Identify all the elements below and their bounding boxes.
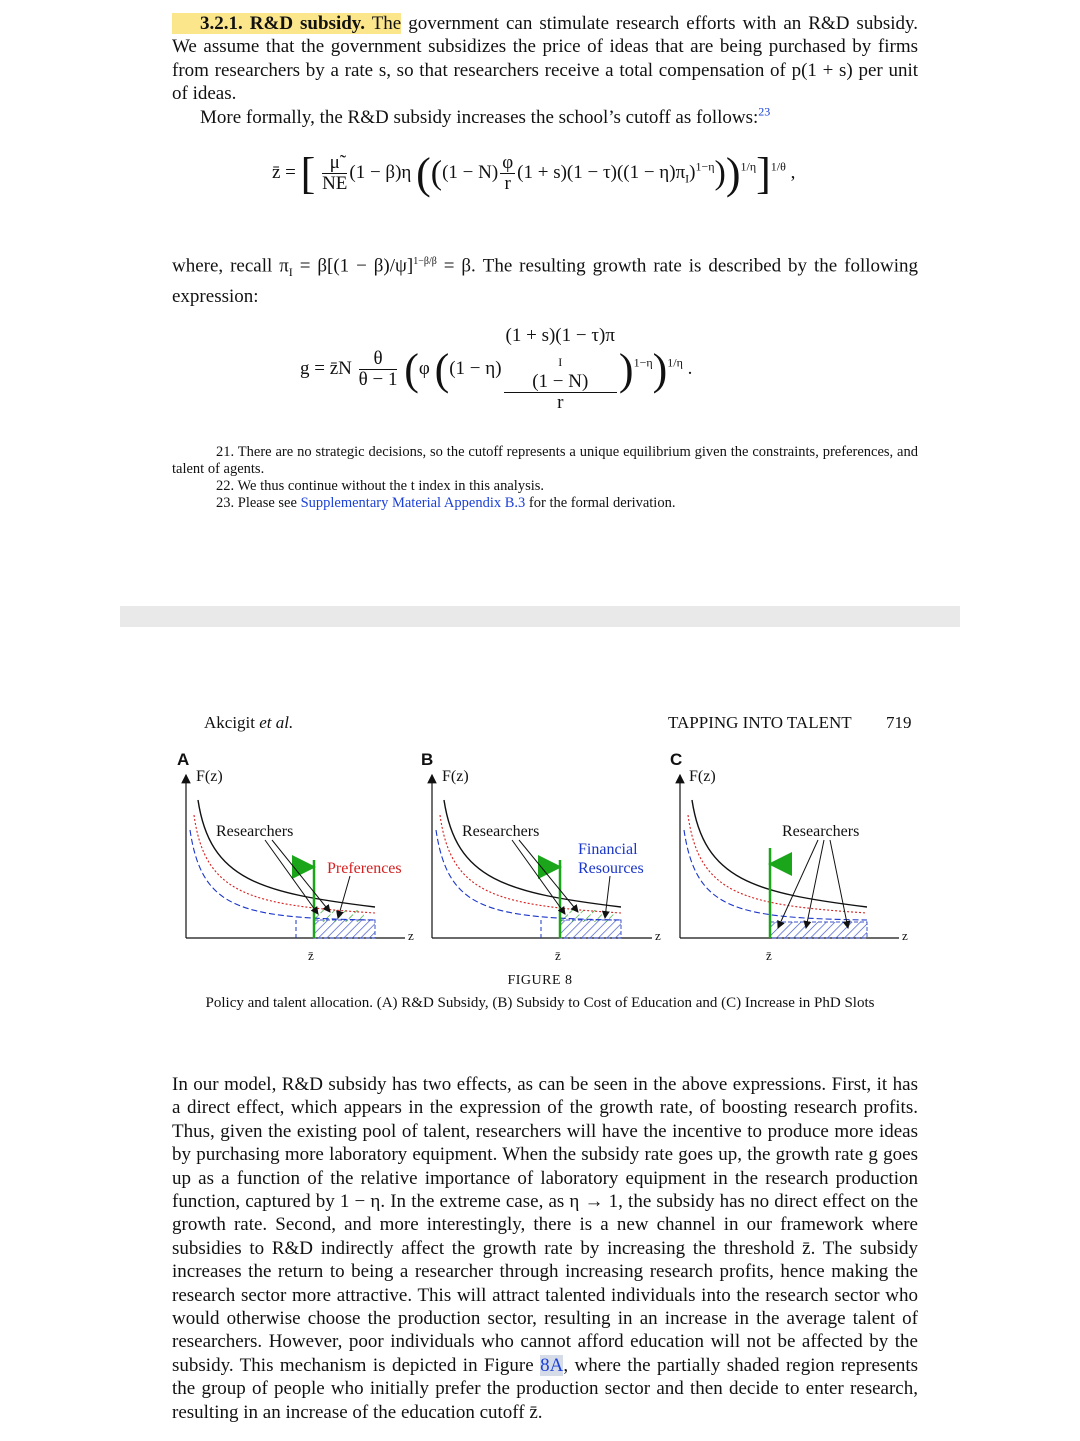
eq1-exp1: 1−η [695, 159, 715, 174]
eq2-den1: θ − 1 [358, 368, 398, 390]
section-number: 3.2.1. [200, 13, 243, 34]
body-text [172, 1073, 918, 1424]
footnote-23-post: for the formal derivation. [525, 495, 676, 511]
panel-c-shaded-region [770, 922, 867, 938]
panel-a-researchers-label: Researchers [216, 823, 294, 840]
eq1-exp2: 1/η [740, 159, 757, 174]
eq1-den2: r [504, 173, 511, 194]
eq2-mid1: φ [418, 357, 430, 379]
panel-a-preferences-label: Preferences [327, 860, 402, 877]
eq2-num2-sub: I [558, 354, 563, 369]
eq1-num1: μ̃ [322, 153, 347, 174]
eq2-lhs: g = z̄N [300, 357, 352, 379]
panel-c-researchers-label: Researchers [782, 823, 860, 840]
panel-b-letter: B [421, 750, 434, 769]
eq1-tail: , [790, 161, 796, 183]
footnote-23-num: 23. [216, 495, 235, 511]
panel-a-black-curve [198, 800, 375, 907]
figure-caption-title: FIGURE 8 [507, 973, 573, 988]
panel-a [186, 775, 405, 938]
panel-a-letter: A [177, 750, 190, 769]
footnote-21-text: There are no strategic decisions, so the cutoff represents a unique equilibrium given the constraints, preferences, and talent of agents. [172, 444, 918, 477]
panel-a-shaded-region [314, 920, 375, 938]
section-intro-highlight: The [371, 13, 402, 34]
panel-b-shaded-region [560, 920, 621, 938]
panel-a-y-label: F(z) [196, 768, 223, 785]
eq2-num1: θ [359, 349, 398, 370]
eq2-num2-end: (1 − N) [532, 370, 589, 392]
panel-c-x-label: z [902, 928, 908, 943]
footnote-21-num: 21. [216, 444, 235, 460]
eq1-den1: NE [322, 173, 348, 194]
author-name: Akcigit [204, 713, 260, 732]
panel-b-financial-label: Financial [578, 841, 638, 858]
equation-cutoff: z̄ = [ $\frac{\mũ}{NE}$ (1 − β)η (((1 − N) $\frac{\varphi}{r}$ $(1 + s)(1 - \tau)((1 - \eta)\pi_I)^{1-\eta}))^{1/\eta}]^{1/\theta}$ , [272, 149, 796, 198]
recall-end: = β. The resulting growth rate is described by the following expression: [172, 255, 918, 307]
body-paragraph-text: In our model, R&D subsidy has two effects, as can be seen in the above expressions. First, it has a direct effect, which appears in the expression of the growth rate, of boosting research profits. Thus, given the existing pool of talent, researchers will have the incentive to produce more ideas by purchasing more laboratory equipment. When the subsidy rate goes up, the growth rate g goes up as a function of the relative importance of laboratory equipment in the research production function, captured by 1 − η. In the extreme case, as η → 1, the subsidy has no direct effect on the growth rate. Second, and more interestingly, there is a new channel in our framework where subsidies to R&D indirectly affect the growth rate by increasing the threshold z̄. The subsidy increases the return to being a researcher through increasing research profits, hence making the research sector more attractive. This will attract talented individuals into the research sector who would otherwise choose the production sector, resulting in an increase in the average talent of researchers. However, poor individuals who cannot afford education will not be affected by the subsidy. This mechanism is depicted in Figure [172, 1074, 918, 1376]
panel-b-x-label: z [655, 928, 661, 943]
recall-mid: = β[(1 − β)/ψ] [292, 255, 414, 277]
panel-c-pointer-3 [830, 840, 848, 928]
eq1-sub: I [685, 171, 690, 186]
panel-b-pointer-1 [512, 840, 565, 914]
footnote-ref-23[interactable]: 23 [758, 104, 771, 119]
figure-caption-text: Policy and talent allocation. (A) R&D Subsidy, (B) Subsidy to Cost of Education and (C) Increase in PhD Slots [205, 995, 875, 1011]
eq2-exp2: 1/η [667, 355, 683, 370]
page-number: 719 [886, 713, 912, 732]
footnote-22-num: 22. [216, 478, 235, 494]
eq2-num2: (1 + s)(1 − τ)π [505, 325, 615, 346]
recall-exp: 1−β/β [413, 256, 437, 267]
body-paragraph [172, 1073, 918, 1424]
panel-b-resources-label: Resources [578, 860, 644, 877]
eq1-lhs: z̄ = [272, 161, 296, 183]
eq1-num2: φ [502, 152, 514, 173]
panel-c-y-label: F(z) [689, 768, 716, 785]
panel-a-pointer-2 [272, 840, 330, 912]
equation-growth: g = z̄N $\frac{\theta}{\theta - 1}$ (φ ((1 − η) (1 + s)(1 − τ)π $_I$ (1 − N) r )$^{1-\eta}$)$^{1/\eta}$ . [300, 325, 693, 413]
panel-a-x-label: z [408, 928, 414, 943]
recall-sub: I [288, 265, 293, 280]
eq1-mid2: (1 − N) [442, 161, 499, 183]
panel-a-pointer-1 [265, 840, 318, 914]
panel-c-letter: C [670, 750, 683, 769]
panel-b-pointer-2 [519, 840, 578, 912]
author-etal: et al. [259, 713, 294, 732]
figure-8a-link[interactable]: 8A [540, 1354, 564, 1376]
section-intro-text: government can stimulate research efforts with an R&D subsidy. We assume that the government subsidizes the price of ideas that are being purchased by firms from researchers by a rate s, so that researchers receive a total compensation of p(1 + s) per unit of ideas. [172, 13, 919, 105]
eq2-den2: r [557, 391, 564, 413]
running-head-title: TAPPING INTO TALENT [668, 713, 852, 732]
eq2-exp1: 1−η [633, 355, 653, 370]
recall-text: where, recall π [172, 255, 289, 277]
panel-c [680, 775, 899, 938]
eq1-mid1: (1 − β)η [349, 161, 412, 183]
eq1-close: ) [689, 161, 696, 183]
panel-c-pointer-2 [806, 840, 824, 928]
panel-c-blue-curve [684, 830, 867, 920]
eq2-mid2: (1 − η) [449, 357, 502, 379]
eq1-mid3: (1 + s)(1 − τ)((1 − η)π [517, 161, 686, 183]
panel-b-researchers-label: Researchers [462, 823, 540, 840]
footnote-22-text: We thus continue without the t index in this analysis. [237, 478, 545, 494]
footnote-23-pre: Please see [237, 495, 301, 511]
eq2-tail: . [687, 357, 693, 379]
panel-b-y-label: F(z) [442, 768, 469, 785]
panel-c-pointer-1 [778, 840, 818, 928]
panel-c-cutoff-label: z̄ [766, 948, 772, 963]
panel-a-cutoff-label: z̄ [308, 948, 314, 963]
section-title: R&D subsidy. [249, 13, 366, 34]
body-paragraph-end: , where the partially shaded region represents the group of people who initially prefer the production sector and then decide to enter research, resulting in an increase of the education cutoff z̄. [172, 1354, 918, 1423]
eq1-exp3: 1/θ [770, 159, 786, 174]
appendix-link[interactable]: Supplementary Material Appendix B.3 [300, 495, 526, 511]
formally-text: More formally, the R&D subsidy increases the school’s cutoff as follows: [200, 106, 759, 128]
panel-b-cutoff-label: z̄ [555, 948, 561, 963]
